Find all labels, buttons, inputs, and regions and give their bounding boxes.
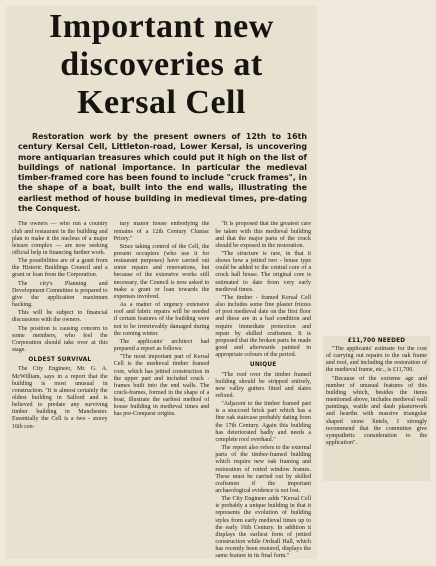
paragraph: The possibilities are of a grant from the Historic Buildings Council and a grant or loan from the Corporation. (12, 258, 108, 279)
subheading-oldest-survival: OLDEST SURVIVAL (28, 357, 92, 364)
paragraph: The City Engineer adds "Kersal Cell is probably a unique building in that it represents the evolution of building styles from early medieval times up to the early 16th Century. In addition it displays the earliest form of jettied construction while Ordsall Hall, which has recently been restored, displays the same feature in its final form." (215, 496, 312, 559)
paragraph: The City Engineer, Mr. G. A. McWilliam, says in a report that the building is most unusual in construction. "It is almost certainly the oldest building in Salford and is believed to predate any surviving timber building in Manchester. Essentially the Cell is a two - storey 16th cen- (12, 366, 108, 430)
column-1 (12, 221, 108, 559)
column-3 (215, 221, 311, 559)
paragraph: The city's Planning and Development Committee is prepared to give the application maximum backing. (12, 280, 108, 309)
paragraph: "It is proposed that the greatest care be taken with this medieval building and that the major parts of the cruck should be exposed in the restoration. (215, 221, 312, 249)
paragraph: Since taking control of the Cell, the present occupiers (who use it for restaurant purposes) have carried out some repairs and renovations, but because of the extensive works still necessary, the Council is now asked to make a grant or loan towards the expenses involved. (113, 243, 210, 300)
column-2 (114, 221, 210, 559)
standfirst: Restoration work by the present owners of 12th to 16th century Kersal Cell, Littleton-road, Lower Kersal, is uncovering more antiquarian treasures which could put it high on the list of buildings of national importance. In particular the medieval timber-framed core has been found to include "cruck frames", in the shape of a boat, built into the end walls, illustrating the earliest method of house building in medieval times, pre-dating the Conquest. (18, 132, 307, 214)
subheading-unique: UNIQUE (249, 362, 277, 369)
paragraph: This will be subject to financial discussions with the owners. (12, 310, 108, 324)
continuation-column (323, 336, 430, 481)
paragraph: "The applicants' estimate for the cost of carrying out repairs to the oak frame and roof, and including the restoration of the medieval frame, etc., is £11,700. (326, 346, 427, 374)
subheading-11700-needed: £11,700 NEEDED (347, 338, 406, 344)
paragraph: "The roof over the timber framed building should be stripped entirely, new valley gutters fitted and slates refixed. (215, 371, 312, 399)
headline: Important new discoveries at Kersal Cell (49, 8, 274, 121)
paragraph: "The most important part of Kersal Cell is the medieval timber framed core, which has jettied construction in the upper part and included cruck - frames built into the end walls. The cruck-frames, formed in the shape of a boat, illustrate the earliest method of house building in medieval times and has pre-Conquest origins. (113, 354, 210, 418)
paragraph: The owners — who run a country club and restaurant in the building and plan to make it the nucleus of a major leisure complex — are now seeking official help in financing further work. (12, 221, 108, 256)
paragraph: The report also refers to the external parts of the timber-framed building which require new oak framing and restoration of rotted window frames. These must be carried out by skilled craftsmen if the important archaeological evidence is not lost. (215, 445, 312, 494)
paragraph: "Because of the extreme age and number of unusual features of this building which, besides the items mentioned above, includes medieval wall paintings, wattle and daub plasterwork and hearths with massive triangular shaped stone lintels, I strongly recommend that the committee give sympathetic consideration to the application". (326, 375, 427, 447)
paragraph: "Adjacent to the timber framed part is a stuccoed brick part which has a fine oak staircase probably dating from the 17th Century. Again this building has deteriorated badly and needs a complete roof overhaul." (215, 401, 312, 443)
continuation-text (323, 346, 430, 448)
paragraph: "The structure is rare, in that it shows how a jettied two - house type could be added to the central core of a cruck hall house. The original core is estimated to date from very early medieval times. (215, 251, 312, 293)
paragraph: The applicants' architect had prepared a report as follows: (113, 338, 210, 353)
article-columns (12, 221, 311, 559)
paragraph: tury manor house embodying the remains of a 12th Century Cluniac Priory." (113, 221, 210, 242)
paragraph: The position is causing concern to some members, who feel the Corporation should take over at this stage. (12, 325, 108, 354)
paragraph: "The timber - framed Kersal Cell also includes some fine plaster friezes of post medieval date on the first floor and these are in a bad condition and require immediate protection and repair by skilled craftsmen. It is proposed that the broken parts be made good and afterwards painted in appropriate colours of the period. (215, 294, 312, 359)
paragraph: As a matter of urgency extensive roof and fabric repairs will be needed if certain features of the building were not to be irretrievably damaged during the coming winter. (113, 302, 210, 337)
main-article (6, 6, 317, 559)
